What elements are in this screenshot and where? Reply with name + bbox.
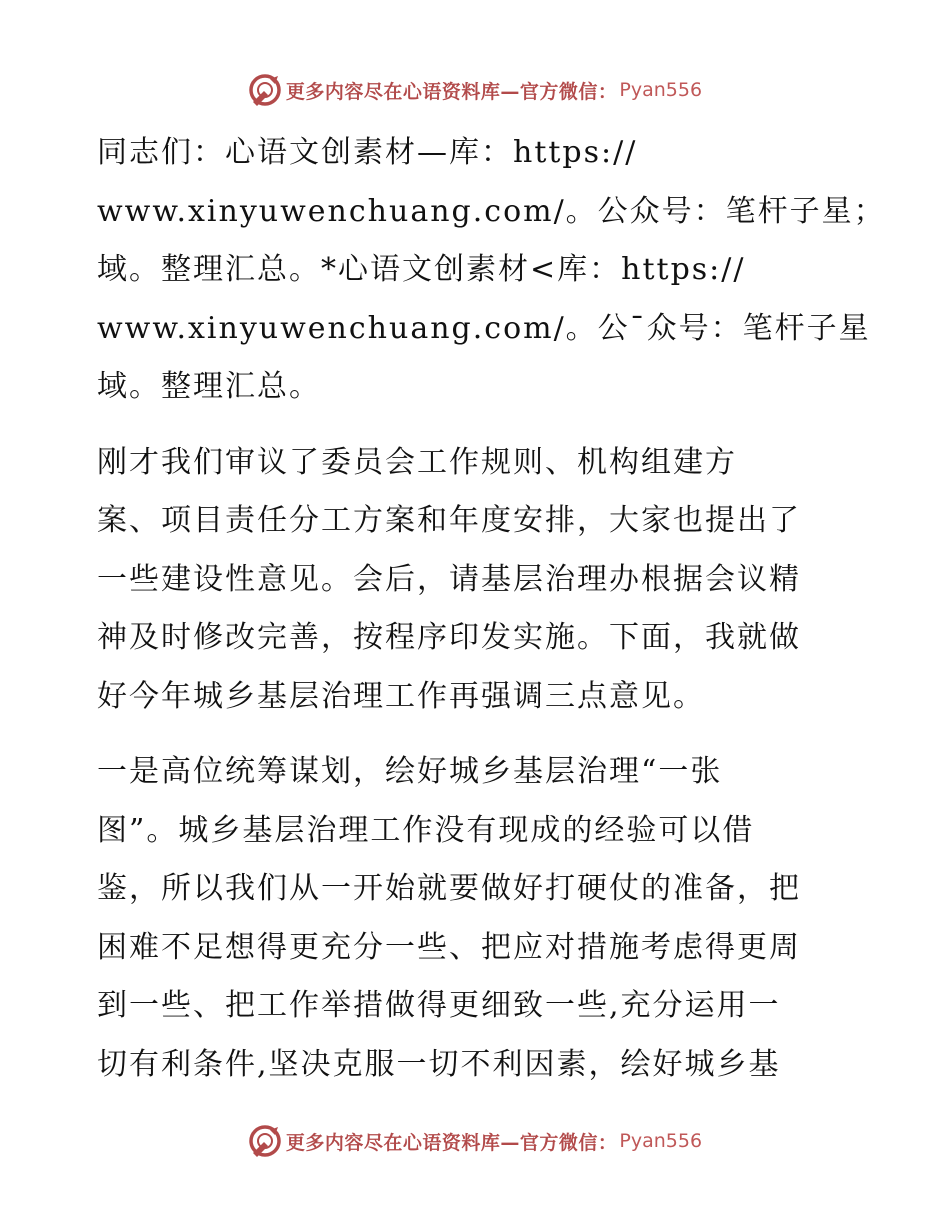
text-line: www.xinyuwenchuang.com/。公众号：笔杆子星； bbox=[97, 193, 886, 229]
text-line: 一些建设性意见。会后，请基层治理办根据会议精 bbox=[97, 561, 801, 597]
footer-banner bbox=[0, 1121, 950, 1161]
header-promo-text: 更多内容尽在心语资料库—官方微信： bbox=[285, 80, 618, 103]
text-line: 图”。城乡基层治理工作没有现成的经验可以借 bbox=[97, 812, 755, 848]
text-line: 刚才我们审议了委员会工作规则、机构组建方 bbox=[97, 444, 737, 480]
header-wechat-id: Pyan556 bbox=[619, 79, 703, 101]
paragraph-intro bbox=[97, 124, 886, 417]
text-line: 切有利条件,坚决克服一切不利因素，绘好城乡基 bbox=[97, 1046, 781, 1082]
text-line: 鉴，所以我们从一开始就要做好打硬仗的准备，把 bbox=[97, 871, 801, 906]
text-line: www.xinyuwenchuang.com/。公¯众号：笔杆子星 bbox=[97, 310, 871, 346]
text-line: 神及时修改完善，按程序印发实施。下面，我就做 bbox=[97, 620, 801, 655]
paragraph-point-one bbox=[97, 743, 857, 1094]
text-line: 案、项目责任分工方案和年度安排，大家也提出了 bbox=[97, 503, 801, 538]
text-line: 同志们：心语文创素材—库：https:// bbox=[97, 135, 638, 170]
header-banner bbox=[0, 70, 950, 110]
text-line: 域。整理汇总。 bbox=[97, 369, 321, 404]
footer-promo-text: 更多内容尽在心语资料库—官方微信： bbox=[285, 1131, 618, 1154]
paragraph-review bbox=[97, 434, 857, 727]
text-line: 域。整理汇总。*心语文创素材<库：https:// bbox=[97, 252, 746, 287]
pen-logo-icon bbox=[248, 73, 282, 107]
text-line: 到一些、把工作举措做得更细致一些,充分运用一 bbox=[97, 988, 781, 1023]
text-line: 好今年城乡基层治理工作再强调三点意见。 bbox=[97, 678, 705, 714]
text-line: 一是高位统筹谋划，绘好城乡基层治理“一张 bbox=[97, 754, 723, 789]
footer-wechat-id: Pyan556 bbox=[619, 1130, 703, 1152]
pen-logo-icon bbox=[248, 1124, 282, 1158]
document-body bbox=[97, 124, 886, 1111]
text-line: 困难不足想得更充分一些、把应对措施考虑得更周 bbox=[97, 929, 801, 965]
